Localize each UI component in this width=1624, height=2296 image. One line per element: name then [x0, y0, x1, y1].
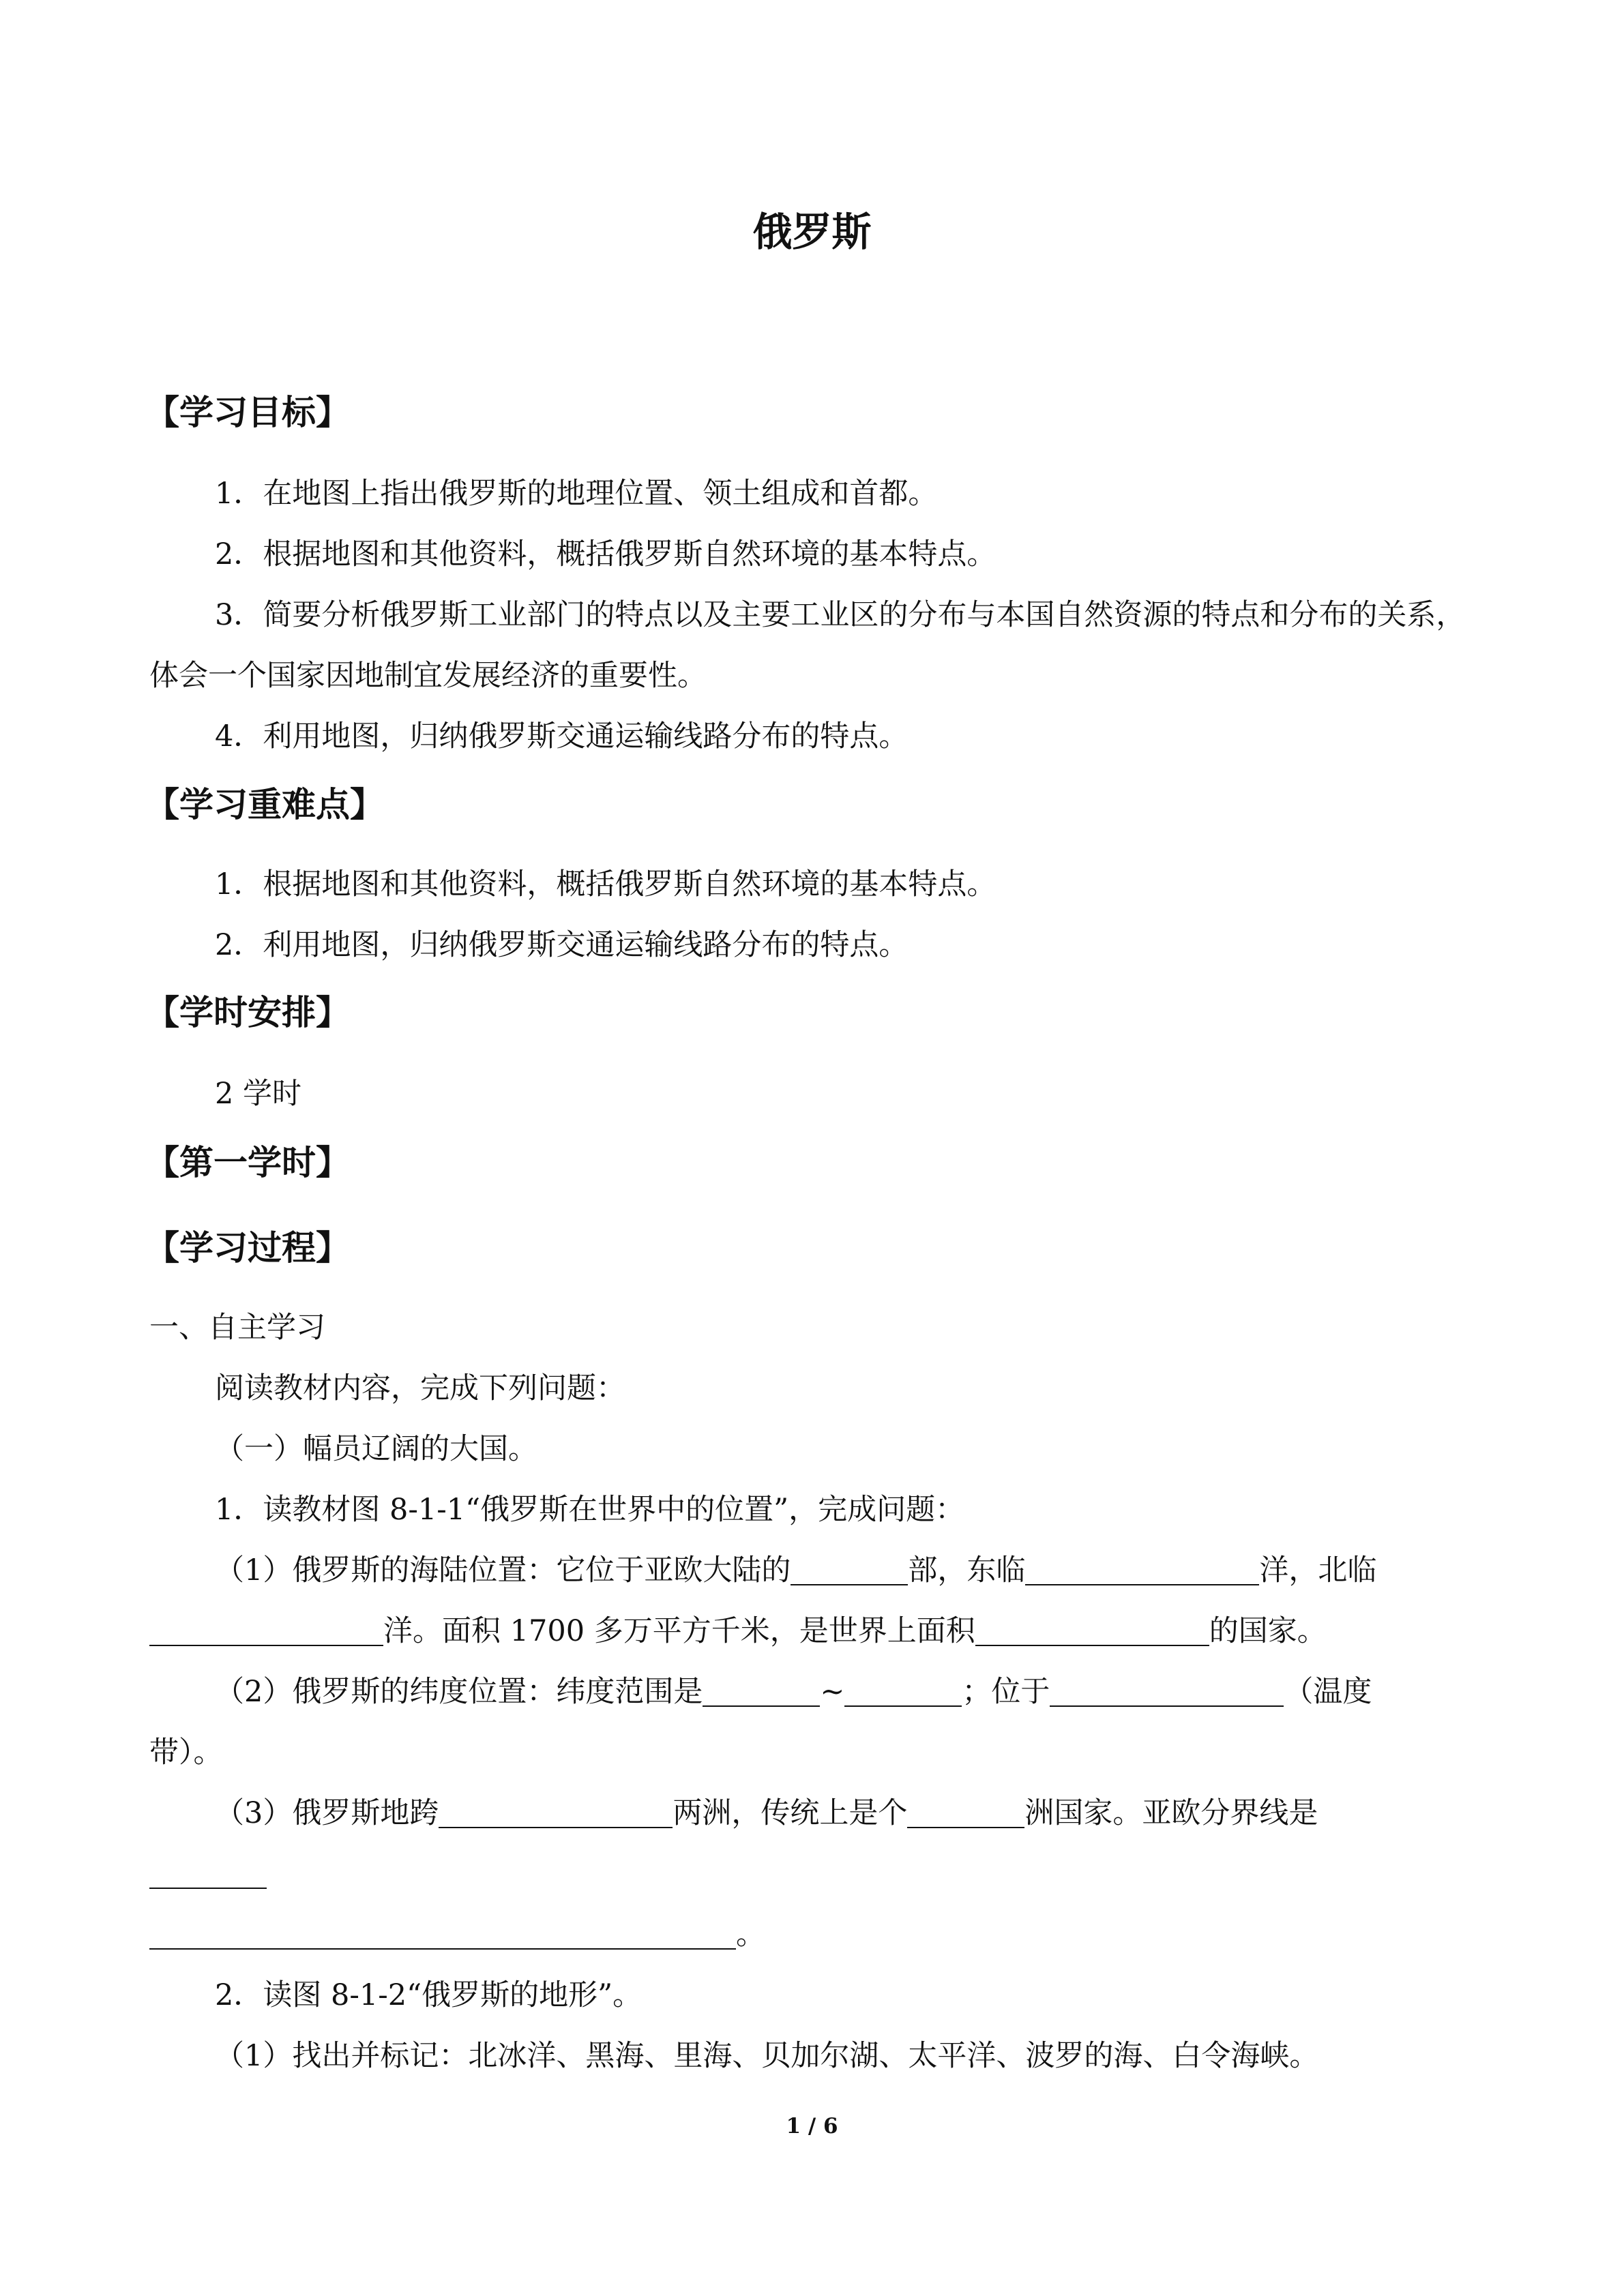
question-1-3-line-2	[149, 1844, 1476, 1905]
objective-item-3: 3．简要分析俄罗斯工业部门的特点以及主要工业区的分布与本国自然资源的特点和分布的关系，体会一个国家因地制宜发展经济的重要性。	[149, 598, 1466, 693]
q1-3-text-b: 两洲，传统上是个	[673, 1796, 908, 1830]
question-2-1: （1）找出并标记：北冰洋、黑海、里海、贝加尔湖、太平洋、波罗的海、白令海峡。	[215, 2039, 1319, 2073]
section-heading-objectives: 【学习目标】	[145, 393, 350, 432]
section-heading-schedule: 【学时安排】	[145, 993, 350, 1032]
answer-blank-east-ocean[interactable]	[1025, 1555, 1259, 1585]
key-point-item-2: 2．利用地图，归纳俄罗斯交通运输线路分布的特点。	[215, 928, 909, 962]
instruction-text: 阅读教材内容，完成下列问题：	[215, 1371, 625, 1405]
page-number: 1 / 6	[786, 2114, 838, 2138]
q1-3-text-c: 洲国家。亚欧分界线是	[1024, 1796, 1318, 1830]
q1-1-text-a: （1）俄罗斯的海陆位置：它位于亚欧大陆的	[215, 1553, 791, 1587]
subsection-heading: （一）幅员辽阔的大国。	[215, 1432, 537, 1466]
q1-1-text-e: 的国家。	[1209, 1614, 1327, 1648]
q1-2-text-d: （温度	[1284, 1675, 1372, 1709]
question-1-2-line-2: 带）。	[149, 1735, 223, 1770]
q1-1-text-c: 洋，北临	[1259, 1553, 1377, 1587]
q1-3-text-a: （3）俄罗斯地跨	[215, 1796, 439, 1830]
question-1-3-line-3	[149, 1905, 1476, 1965]
objective-item-1: 1．在地图上指出俄罗斯的地理位置、领土组成和首都。	[215, 477, 938, 511]
answer-blank-lat-start[interactable]	[703, 1676, 820, 1707]
answer-blank-north-ocean[interactable]	[149, 1615, 383, 1646]
q1-2-text-c: ；位于	[962, 1675, 1050, 1709]
question-1-3-line-1	[149, 1783, 1541, 1844]
schedule-text: 2 学时	[215, 1077, 302, 1111]
answer-blank-continent-type[interactable]	[907, 1798, 1024, 1828]
section-heading-process: 【学习过程】	[145, 1228, 350, 1268]
question-1-1-line-1	[149, 1540, 1541, 1601]
q1-3-text-d: 。	[736, 1918, 765, 1952]
answer-blank-lat-end[interactable]	[844, 1676, 962, 1707]
q1-1-text-b: 部，东临	[908, 1553, 1026, 1587]
answer-blank-boundary-2[interactable]	[149, 1919, 736, 1950]
q1-2-text-a: （2）俄罗斯的纬度位置：纬度范围是	[215, 1675, 703, 1709]
answer-blank-area-rank[interactable]	[975, 1615, 1209, 1646]
objective-item-4: 4．利用地图，归纳俄罗斯交通运输线路分布的特点。	[215, 719, 909, 754]
answer-blank-temperature-zone[interactable]	[1050, 1676, 1284, 1707]
key-point-item-1: 1．根据地图和其他资料，概括俄罗斯自然环境的基本特点。	[215, 867, 996, 901]
question-1-2-line-1	[149, 1662, 1541, 1723]
objective-item-2: 2．根据地图和其他资料，概括俄罗斯自然环境的基本特点。	[215, 537, 996, 571]
part-heading: 一、自主学习	[149, 1311, 325, 1345]
question-1: 1．读教材图 8-1-1“俄罗斯在世界中的位置”，完成问题：	[215, 1493, 965, 1527]
page-title: 俄罗斯	[752, 209, 872, 255]
q1-1-text-d: 洋。面积 1700 多万平方千米，是世界上面积	[383, 1614, 975, 1648]
question-2: 2．读图 8-1-2“俄罗斯的地形”。	[215, 1978, 643, 2012]
answer-blank-boundary-1[interactable]	[149, 1858, 267, 1889]
question-1-1-line-2	[149, 1601, 1476, 1662]
q1-2-text-b: ~	[820, 1675, 845, 1709]
answer-blank-position[interactable]	[791, 1555, 908, 1585]
section-heading-key-points: 【学习重难点】	[145, 785, 384, 824]
answer-blank-continents[interactable]	[439, 1798, 673, 1828]
section-heading-first-period: 【第一学时】	[145, 1143, 350, 1182]
